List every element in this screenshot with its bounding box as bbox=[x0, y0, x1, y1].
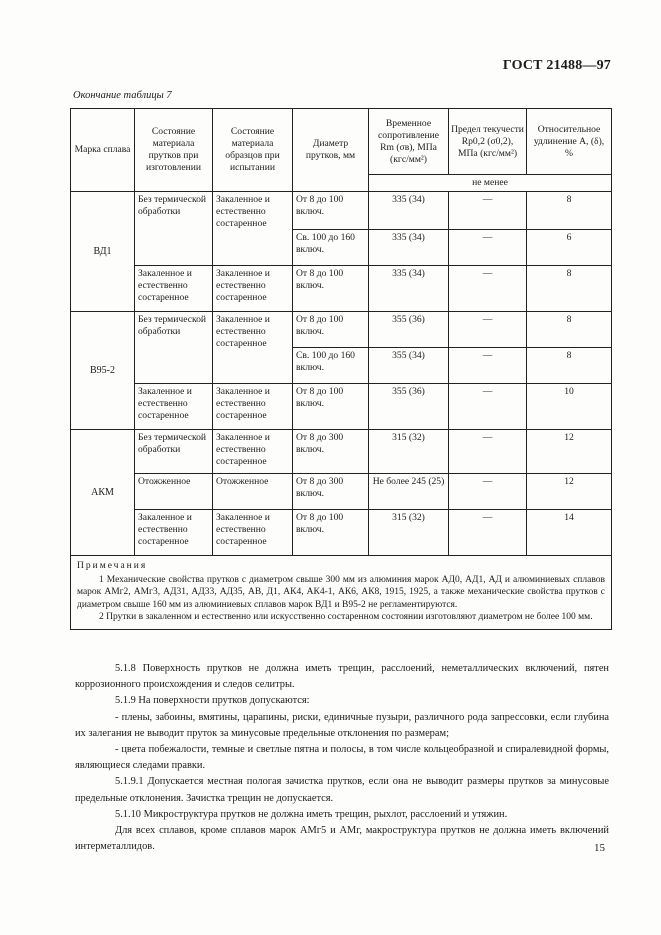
material-state-cell: Закаленное и естественно состаренное bbox=[135, 266, 213, 312]
body-text bbox=[75, 661, 609, 855]
diameter-cell: От 8 до 100 включ. bbox=[293, 312, 369, 348]
material-state-cell: Без термической обработки bbox=[135, 430, 213, 474]
alloy-cell: ВД1 bbox=[71, 192, 135, 312]
alloy-cell: АКМ bbox=[71, 430, 135, 556]
strength-cell: 355 (36) bbox=[369, 384, 449, 430]
note-item: 2 Прутки в закаленном и естественно или искусственно состаренном состоянии изготовляют диаметром не более 100 мм. bbox=[99, 612, 593, 622]
table-notes-row bbox=[71, 556, 612, 630]
material-state-cell: Закаленное и естественно состаренное bbox=[135, 510, 213, 556]
material-state-cell: Без термической обработки bbox=[135, 192, 213, 266]
paragraph: - цвета побежалости, темные и светлые пятна и полосы, в том числе кольцеобразной и спиралевидной формы, являющиеся следами правки. bbox=[75, 744, 609, 772]
table-row bbox=[71, 510, 612, 556]
elongation-cell: 8 bbox=[527, 266, 612, 312]
paragraph: 5.1.9 На поверхности прутков допускаются: bbox=[115, 695, 310, 707]
sample-state-cell: Отожженное bbox=[213, 474, 293, 510]
elongation-cell: 8 bbox=[527, 192, 612, 230]
strength-cell: 315 (32) bbox=[369, 430, 449, 474]
elongation-cell: 10 bbox=[527, 384, 612, 430]
yield-cell: — bbox=[449, 510, 527, 556]
paragraph: 5.1.9.1 Допускается местная пологая зачистка прутков, если она не выводит размеры прутков за минусовые предельные отклонения. Зачистка трещин не допускается. bbox=[75, 776, 609, 804]
standard-number: ГОСТ 21488—97 bbox=[502, 58, 611, 73]
material-state-cell: Без термической обработки bbox=[135, 312, 213, 384]
strength-cell: 335 (34) bbox=[369, 230, 449, 266]
sample-state-cell: Закаленное и естественно состаренное bbox=[213, 510, 293, 556]
header-material-state: Состояние материала прутков при изготовлении bbox=[135, 109, 213, 192]
elongation-cell: 14 bbox=[527, 510, 612, 556]
strength-cell: 355 (34) bbox=[369, 348, 449, 384]
notes-title: Примечания bbox=[77, 561, 148, 571]
yield-cell: — bbox=[449, 348, 527, 384]
header-alloy: Марка сплава bbox=[71, 109, 135, 192]
table-caption: Окончание таблицы 7 bbox=[73, 90, 172, 101]
paragraph: - плены, забоины, вмятины, царапины, риски, единичные пузыри, различного рода запрессовки, если глубина их залегания не выводит пруток за минусовые предельные отклонения по размерам; bbox=[75, 711, 609, 739]
table-row bbox=[71, 474, 612, 510]
yield-cell: — bbox=[449, 266, 527, 312]
strength-cell: Не более 245 (25) bbox=[369, 474, 449, 510]
header-strength: Временное сопротивление Rm (σв), МПа (кгс/мм²) bbox=[369, 109, 449, 175]
properties-table bbox=[70, 108, 612, 630]
yield-cell: — bbox=[449, 384, 527, 430]
sample-state-cell: Закаленное и естественно состаренное bbox=[213, 266, 293, 312]
elongation-cell: 8 bbox=[527, 312, 612, 348]
yield-cell: — bbox=[449, 474, 527, 510]
sample-state-cell: Закаленное и естественно состаренное bbox=[213, 312, 293, 384]
table-row bbox=[71, 192, 612, 230]
table-row bbox=[71, 312, 612, 348]
header-elongation: Относительное удлинение A, (δ), % bbox=[527, 109, 612, 175]
page-number: 15 bbox=[594, 842, 605, 854]
yield-cell: — bbox=[449, 230, 527, 266]
elongation-cell: 8 bbox=[527, 348, 612, 384]
elongation-cell: 6 bbox=[527, 230, 612, 266]
yield-cell: — bbox=[449, 312, 527, 348]
header-yield: Предел текучести Rp0,2 (σ0,2), МПа (кгс/мм²) bbox=[449, 109, 527, 175]
strength-cell: 315 (32) bbox=[369, 510, 449, 556]
sample-state-cell: Закаленное и естественно состаренное bbox=[213, 430, 293, 474]
diameter-cell: Св. 100 до 160 включ. bbox=[293, 230, 369, 266]
diameter-cell: От 8 до 100 включ. bbox=[293, 192, 369, 230]
diameter-cell: Св. 100 до 160 включ. bbox=[293, 348, 369, 384]
strength-cell: 335 (34) bbox=[369, 266, 449, 312]
paragraph: Для всех сплавов, кроме сплавов марок АМг5 и АМг, макроструктура прутков не должна иметь включений интерметаллидов. bbox=[75, 825, 609, 853]
diameter-cell: От 8 до 100 включ. bbox=[293, 384, 369, 430]
strength-cell: 335 (34) bbox=[369, 192, 449, 230]
paragraph: 5.1.10 Микроструктура прутков не должна иметь трещин, рыхлот, расслоений и утяжин. bbox=[115, 808, 508, 820]
material-state-cell: Закаленное и естественно состаренное bbox=[135, 384, 213, 430]
paragraph: 5.1.8 Поверхность прутков не должна иметь трещин, расслоений, неметаллических включений, пятен коррозионного происхождения и следов селитры. bbox=[75, 663, 609, 691]
diameter-cell: От 8 до 100 включ. bbox=[293, 510, 369, 556]
table-header-row bbox=[71, 109, 612, 175]
yield-cell: — bbox=[449, 192, 527, 230]
header-diameter: Диаметр прутков, мм bbox=[293, 109, 369, 192]
material-state-cell: Отожженное bbox=[135, 474, 213, 510]
note-item: 1 Механические свойства прутков с диаметром свыше 300 мм из алюминия марок АД0, АД1, АД и алюминиевых сплавов марок АМг2, АМг3, АД31, АД33, АД35, АВ, Д1, АК4, АК4-1, АК6, АК8, 1915, 1925, а также механические свойства прутков с диаметром свыше 160 мм из алюминиевых сплавов марок ВД1 и В95-2 не регламентируются. bbox=[77, 574, 605, 610]
sample-state-cell: Закаленное и естественно состаренное bbox=[213, 384, 293, 430]
header-min-note: не менее bbox=[369, 175, 612, 192]
diameter-cell: От 8 до 300 включ. bbox=[293, 474, 369, 510]
table-notes bbox=[71, 556, 612, 630]
yield-cell: — bbox=[449, 430, 527, 474]
table-row bbox=[71, 266, 612, 312]
diameter-cell: От 8 до 300 включ. bbox=[293, 430, 369, 474]
sample-state-cell: Закаленное и естественно состаренное bbox=[213, 192, 293, 266]
elongation-cell: 12 bbox=[527, 430, 612, 474]
elongation-cell: 12 bbox=[527, 474, 612, 510]
table-row bbox=[71, 384, 612, 430]
strength-cell: 355 (36) bbox=[369, 312, 449, 348]
diameter-cell: От 8 до 100 включ. bbox=[293, 266, 369, 312]
table-row bbox=[71, 430, 612, 474]
alloy-cell: В95-2 bbox=[71, 312, 135, 430]
header-sample-state: Состояние материала образцов при испытании bbox=[213, 109, 293, 192]
